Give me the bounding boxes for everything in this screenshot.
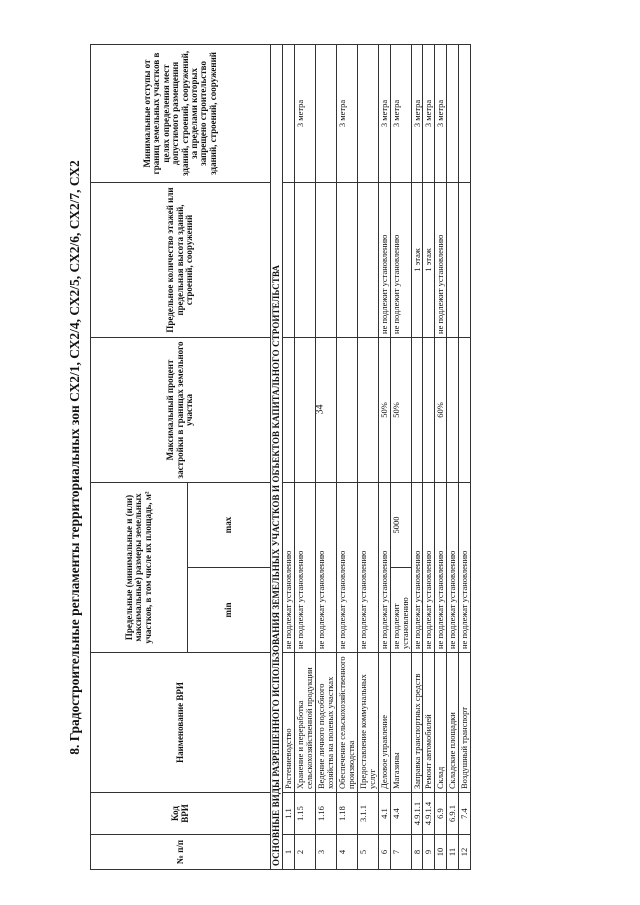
row-size: не подлежат установлению (337, 482, 358, 652)
row-name: Обеспечение сельскохозяйственного производства (337, 653, 358, 793)
header-max: max (188, 482, 271, 567)
row-setback: 3 метра (411, 44, 423, 182)
document-title: 8. Градостроительные регламенты территориальных зон СХ2/1, СХ2/4, СХ2/5, СХ2/6, СХ2/7, СХ2 (67, 160, 82, 755)
row-percent (316, 337, 337, 482)
row-num: 11 (447, 835, 459, 870)
table-row (378, 44, 390, 869)
row-percent (447, 337, 459, 482)
header-setback: Минимальные отступы от границ земельных участков в целях определения мест допустимого размещения зданий, строений, сооружений, за пределами которых запрещено строительство зданий, строений, сооружений (91, 44, 271, 182)
row-floors: 1 этаж (411, 182, 423, 337)
row-num: 12 (459, 835, 471, 870)
header-percent: Максимальный процент застройки в границах земельного участка (91, 337, 271, 482)
row-floors: не подлежит установлению (435, 182, 447, 337)
row-name: Склад (435, 653, 447, 793)
row-floors (459, 182, 471, 337)
row-percent: 60% (435, 337, 447, 482)
row-size: не подлежат установлению (378, 482, 390, 652)
row-percent (459, 337, 471, 482)
row-size: не подлежат установлению (283, 482, 295, 652)
row-setback: 3 метра (423, 44, 435, 182)
regulations-table (90, 44, 471, 870)
row-percent (283, 337, 295, 482)
row-code: 4.4 (390, 793, 411, 835)
row-code: 6.9.1 (447, 793, 459, 835)
row-name: Деловое управление (378, 653, 390, 793)
row-code: 1.16 (316, 793, 337, 835)
table-row (435, 44, 447, 869)
row-name: Хранение и переработка сельскохозяйственной продукции (295, 653, 316, 793)
row-floors: 1 этаж (423, 182, 435, 337)
row-name: Растениеводство (283, 653, 295, 793)
row-num: 5 (357, 835, 378, 870)
row-size: не подлежат установлению (459, 482, 471, 652)
row-floors (283, 182, 295, 337)
row-name: Заправка транспортных средств (411, 653, 423, 793)
header-min: min (188, 568, 271, 653)
row-code: 1.18 (337, 793, 358, 835)
page-number: 34 (314, 404, 326, 415)
row-setback: 3 метра (435, 44, 447, 182)
row-min: не подлежит установлению (390, 568, 411, 653)
table-header-row (91, 44, 188, 869)
row-percent: 50% (390, 337, 411, 482)
row-percent: 50% (378, 337, 390, 482)
row-num: 2 (295, 835, 316, 870)
row-num: 9 (423, 835, 435, 870)
row-setback (283, 44, 295, 182)
row-size: не подлежат установлению (316, 482, 337, 652)
row-size: не подлежат установлению (423, 482, 435, 652)
row-code: 6.9 (435, 793, 447, 835)
row-name: Предоставление коммунальных услуг (357, 653, 378, 793)
row-name: Магазины (390, 653, 411, 793)
row-size: не подлежат установлению (411, 482, 423, 652)
row-num: 10 (435, 835, 447, 870)
section-title: ОСНОВНЫЕ ВИДЫ РАЗРЕШЕННОГО ИСПОЛЬЗОВАНИЯ ЗЕМЕЛЬНЫХ УЧАСТКОВ И ОБЪЕКТОВ КАПИТАЛЬНОГО СТРОИТЕЛЬСТВА (271, 44, 283, 869)
row-size: не подлежат установлению (447, 482, 459, 652)
section-row (271, 44, 283, 869)
row-name: Складские площадки (447, 653, 459, 793)
header-num: № п/п (91, 835, 271, 870)
table-row (447, 44, 459, 869)
row-setback (447, 44, 459, 182)
row-setback: 3 метра (295, 44, 316, 182)
table-row (411, 44, 423, 869)
row-percent (337, 337, 358, 482)
table-row (283, 44, 295, 869)
row-setback (357, 44, 378, 182)
row-max: 5000 (390, 482, 411, 567)
table-row (390, 44, 411, 869)
table-row (357, 44, 378, 869)
row-floors (447, 182, 459, 337)
header-floors: Предельное количество этажей или предельная высота зданий, строений, сооружений (91, 182, 271, 337)
row-size: не подлежат установлению (357, 482, 378, 652)
row-floors: не подлежит установлению (390, 182, 411, 337)
table-row (423, 44, 435, 869)
table-row (459, 44, 471, 869)
row-percent (423, 337, 435, 482)
row-setback (316, 44, 337, 182)
table-row (337, 44, 358, 869)
row-name: Ведение личного подсобного хозяйства на полевых участках (316, 653, 337, 793)
row-num: 8 (411, 835, 423, 870)
row-num: 3 (316, 835, 337, 870)
header-size: Предельные (минимальные и (или) максимальные) размеры земельных участков, в том числе их площадь, м² (91, 482, 188, 652)
row-floors: не подлежит установлению (378, 182, 390, 337)
row-percent (357, 337, 378, 482)
row-percent (295, 337, 316, 482)
row-setback: 3 метра (390, 44, 411, 182)
row-name: Ремонт автомобилей (423, 653, 435, 793)
row-name: Воздушный транспорт (459, 653, 471, 793)
row-floors (316, 182, 337, 337)
row-setback (459, 44, 471, 182)
row-num: 4 (337, 835, 358, 870)
row-percent (411, 337, 423, 482)
row-code: 4.1 (378, 793, 390, 835)
row-floors (295, 182, 316, 337)
rotated-page-content (60, 45, 590, 870)
row-code: 1.15 (295, 793, 316, 835)
row-num: 1 (283, 835, 295, 870)
row-setback: 3 метра (378, 44, 390, 182)
header-code: Код ВРИ (91, 793, 271, 835)
row-num: 7 (390, 835, 411, 870)
row-size: не подлежат установлению (295, 482, 316, 652)
table-row (295, 44, 316, 869)
row-num: 6 (378, 835, 390, 870)
row-setback: 3 метра (337, 44, 358, 182)
row-size: не подлежат установлению (435, 482, 447, 652)
row-code: 4.9.1.4 (423, 793, 435, 835)
header-name: Наименование ВРИ (91, 653, 271, 793)
row-floors (337, 182, 358, 337)
row-code: 4.9.1.1 (411, 793, 423, 835)
row-code: 3.1.1 (357, 793, 378, 835)
row-code: 7.4 (459, 793, 471, 835)
row-code: 1.1 (283, 793, 295, 835)
table-row (316, 44, 337, 869)
row-floors (357, 182, 378, 337)
